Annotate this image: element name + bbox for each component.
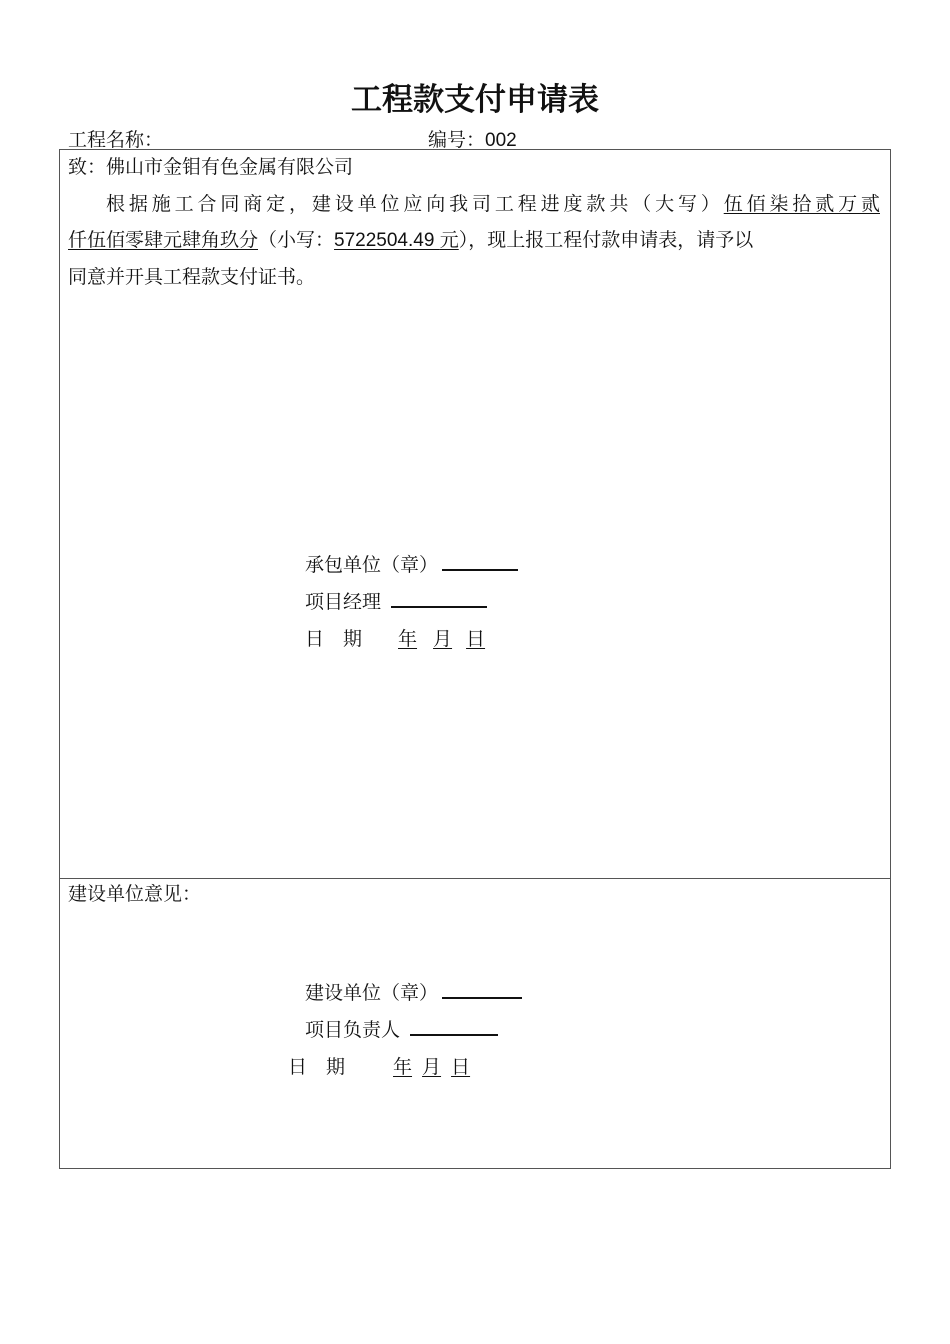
- paragraph-line-3: 同意并开具工程款支付证书。: [68, 266, 316, 288]
- date-month: 月: [433, 628, 453, 650]
- date-day: 日: [466, 628, 486, 650]
- amount-in-digits: 5722504.49: [334, 230, 440, 251]
- project-manager-row: [305, 587, 487, 614]
- owner-date-year: 年: [393, 1056, 413, 1078]
- owner-date-label: 日 期: [288, 1056, 346, 1078]
- owner-seal-row: [305, 978, 522, 1005]
- recipient-line: 致：佛山市金钼有色金属有限公司: [68, 156, 354, 178]
- page-title: 工程款支付申请表: [351, 82, 599, 118]
- serial-number-label: 编号：: [428, 129, 486, 151]
- contractor-seal-row: [305, 550, 518, 577]
- owner-date-month: 月: [422, 1056, 442, 1078]
- owner-manager-blank[interactable]: [410, 1020, 498, 1036]
- serial-number-value: 002: [485, 130, 517, 151]
- contractor-seal-label: 承包单位（章）: [305, 554, 439, 576]
- project-manager-label: 项目经理: [305, 591, 382, 613]
- amount-in-words-part2: 仟伍佰零肆元肆角玖分: [68, 229, 259, 251]
- owner-date-row: [288, 1052, 470, 1079]
- date-label: 日 期: [305, 628, 363, 650]
- small-amount-open: （小写：: [258, 229, 335, 251]
- owner-opinion-label: 建设单位意见：: [68, 883, 202, 905]
- serial-number: [428, 125, 517, 152]
- project-name-label: 工程名称：: [68, 129, 164, 151]
- owner-seal-blank[interactable]: [442, 983, 522, 999]
- project-manager-blank[interactable]: [391, 592, 487, 608]
- contractor-seal-blank[interactable]: [442, 555, 518, 571]
- owner-date-fill[interactable]: [357, 1056, 470, 1078]
- paragraph-request: ），现上报工程付款申请表，请予以: [458, 229, 754, 251]
- application-paragraph: [68, 186, 880, 295]
- date-year: 年: [398, 628, 418, 650]
- paragraph-intro: 根据施工合同商定，建设单位应向我司工程进度款共（大写）: [106, 193, 724, 215]
- owner-date-day: 日: [451, 1056, 471, 1078]
- owner-seal-label: 建设单位（章）: [305, 982, 439, 1004]
- yuan-unit: 元: [439, 229, 459, 251]
- owner-opinion-section: [59, 877, 891, 1169]
- amount-in-words-part1: 伍佰柒拾贰万贰: [723, 193, 880, 215]
- date-fill[interactable]: [374, 628, 485, 650]
- paragraph-line-1: [68, 186, 880, 222]
- date-row: [305, 624, 485, 651]
- owner-manager-label: 项目负责人: [305, 1019, 401, 1041]
- application-section: [59, 149, 891, 879]
- owner-manager-row: [305, 1015, 498, 1042]
- paragraph-line-2: [68, 222, 880, 259]
